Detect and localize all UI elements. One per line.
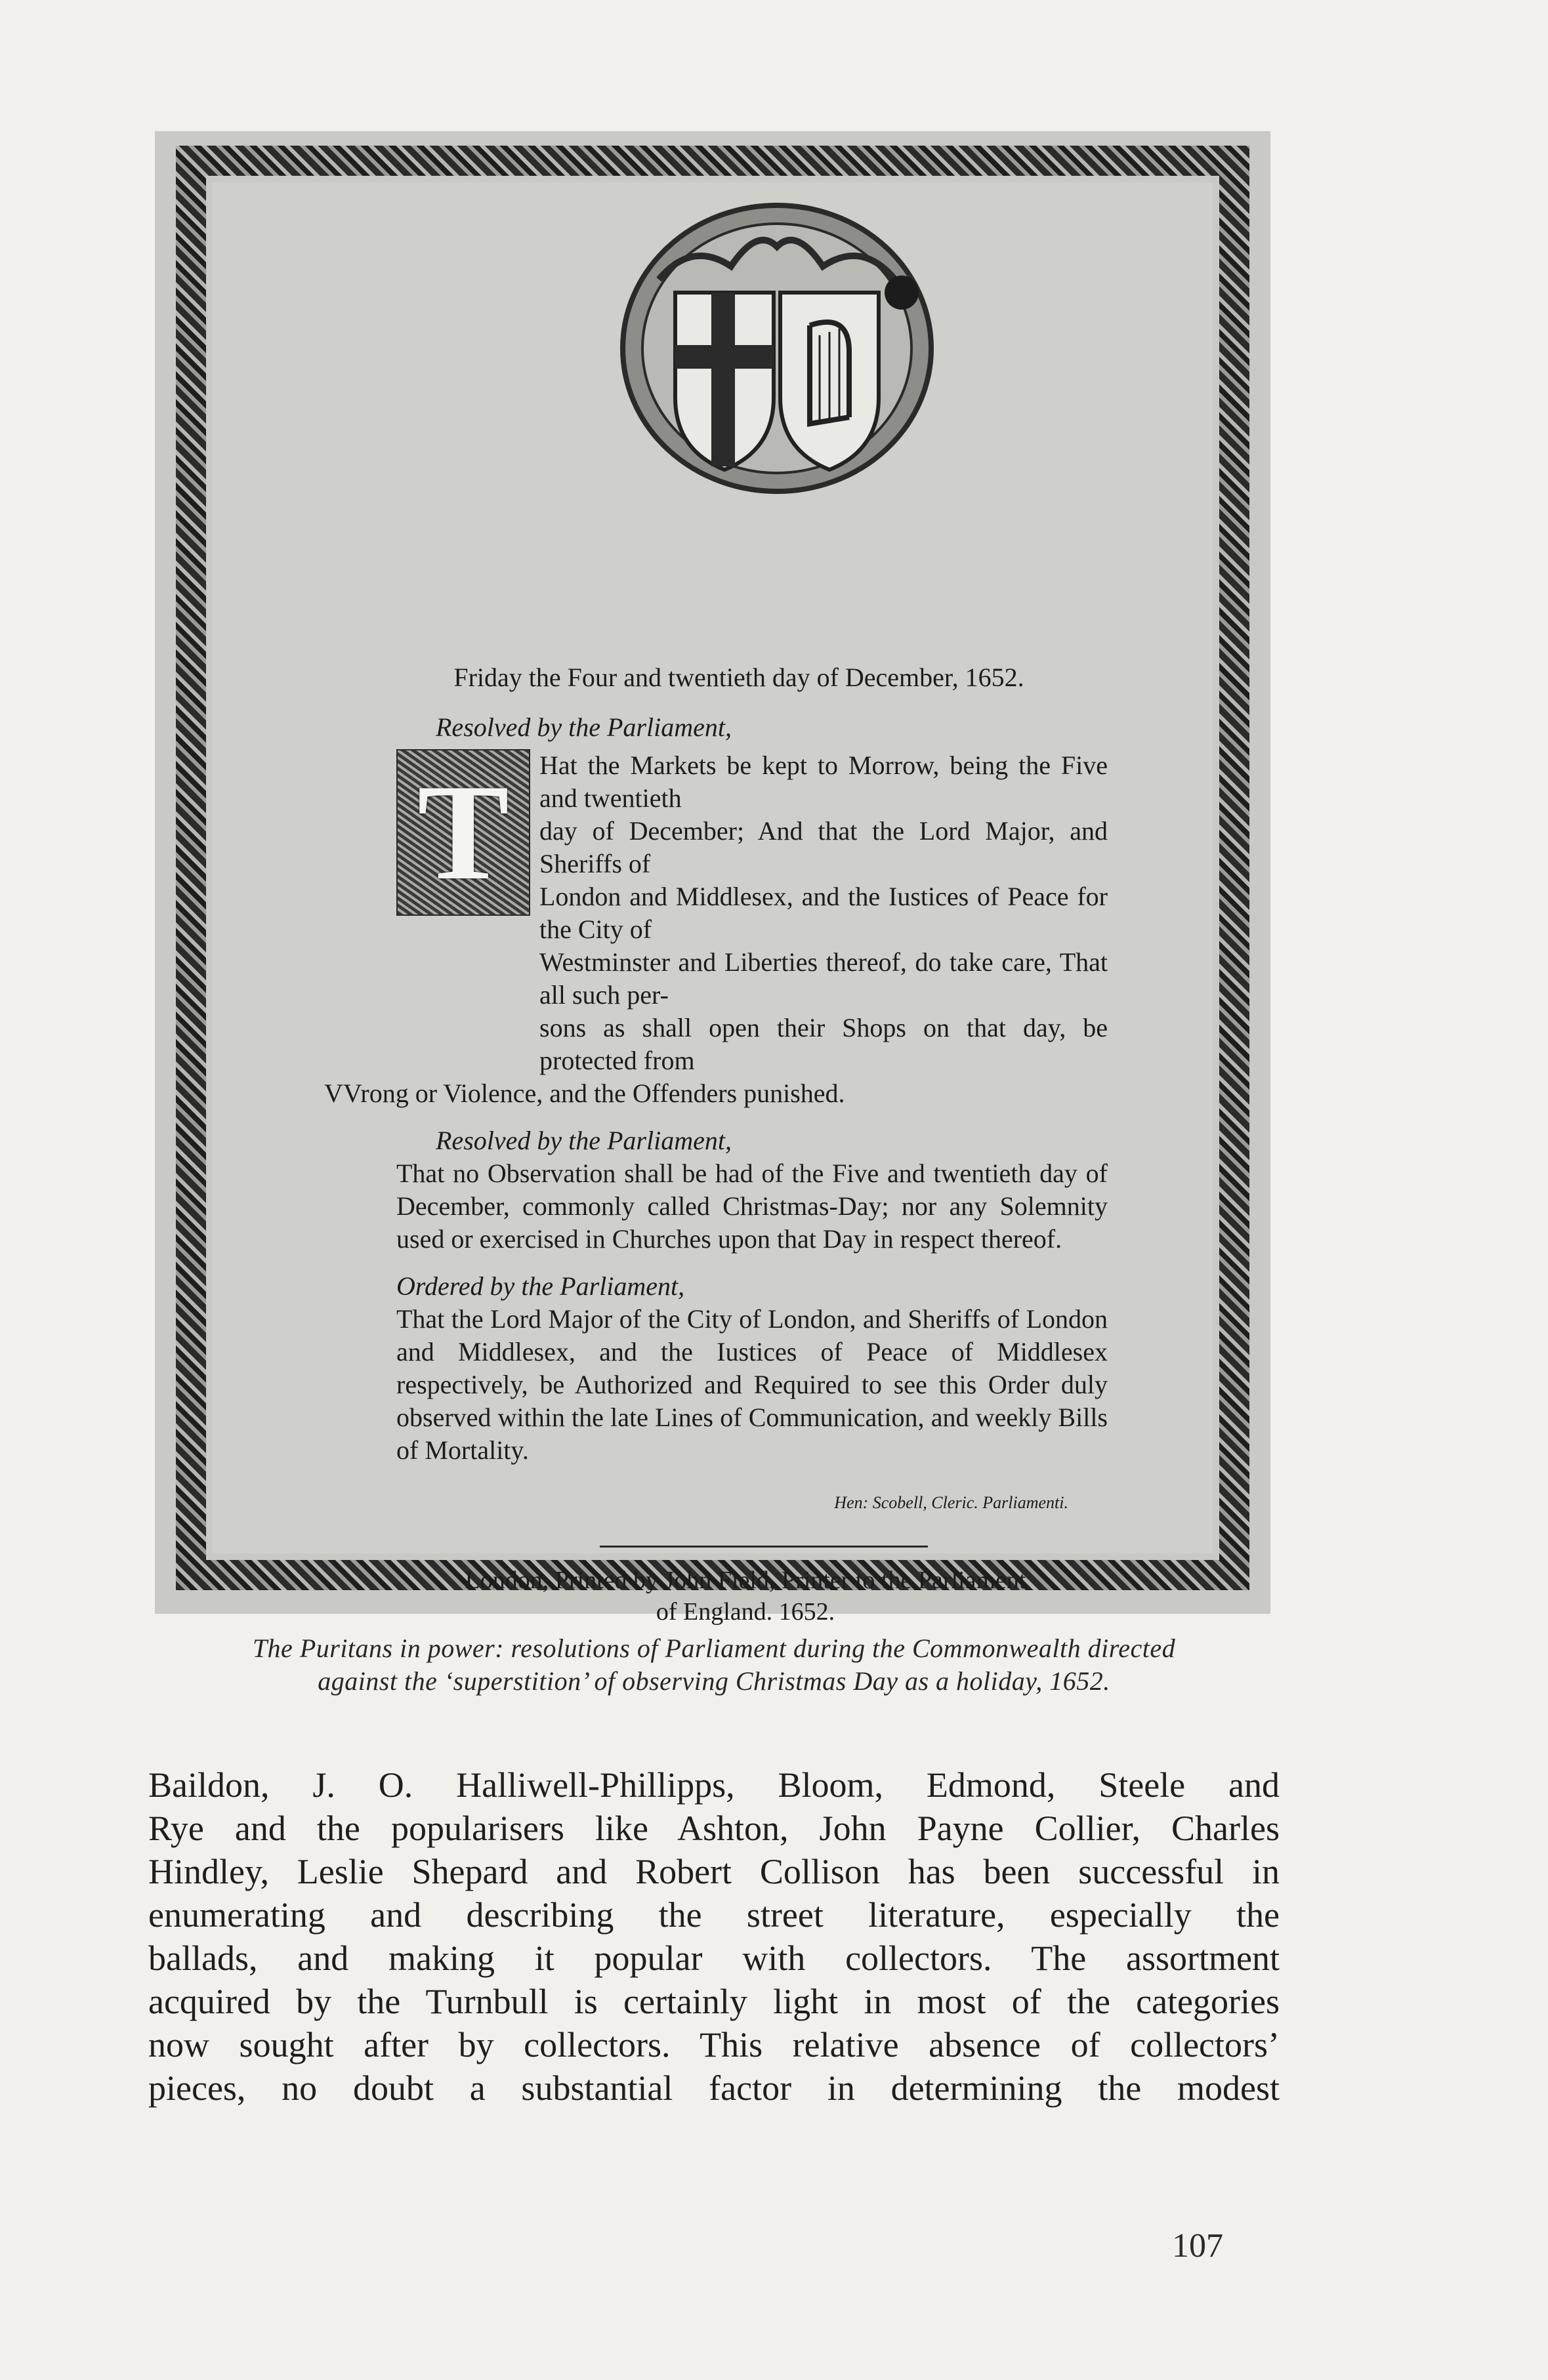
resolved-heading-2: Resolved by the Parliament, xyxy=(436,1126,732,1155)
first-resolution xyxy=(396,749,1108,1077)
signature: Hen: Scobell, Cleric. Parliamenti. xyxy=(834,1493,1068,1512)
resolution-1-tail: VVrong or Violence, and the Offenders punished. xyxy=(324,1078,845,1108)
body-paragraph xyxy=(148,1763,1280,2110)
imprint xyxy=(396,1565,1095,1628)
resolution-1-line: London and Middlesex, and the Iustices of Peace for the City of xyxy=(539,882,1108,944)
commonwealth-arms-emblem xyxy=(613,201,941,509)
decree-text xyxy=(324,661,1108,1628)
drop-cap-letter: T xyxy=(417,756,510,909)
body-line: pieces, no doubt a substantial factor in determining the modest xyxy=(148,2068,1280,2108)
caption-line: against the ‘superstition’ of observing Christmas Day as a holiday, 1652. xyxy=(318,1666,1110,1696)
broadside-plate xyxy=(155,131,1270,1626)
caption-line: The Puritans in power: resolutions of Parliament during the Commonwealth directed xyxy=(252,1633,1176,1663)
date-line: Friday the Four and twentieth day of December, 1652. xyxy=(453,663,1024,692)
divider-rule xyxy=(600,1546,928,1548)
resolution-1-line: Westminster and Liberties thereof, do take care, That all such per- xyxy=(539,947,1108,1010)
resolution-1-line: day of December; And that the Lord Major, and Sheriffs of xyxy=(539,816,1108,878)
resolved-heading-1: Resolved by the Parliament, xyxy=(436,712,732,742)
resolution-2-text: That no Observation shall be had of the Five and twentieth day of December, commonly called Christmas-Day; nor any Solemnity used or exercised in Churches upon that Day in respect thereof. xyxy=(396,1159,1108,1254)
body-line: acquired by the Turnbull is certainly light in most of the categories xyxy=(148,1982,1280,2021)
resolution-1-line: Hat the Markets be kept to Morrow, being the Five and twentieth xyxy=(539,750,1108,813)
broadside-sheet xyxy=(213,182,1213,1626)
figure-caption xyxy=(150,1632,1278,1698)
body-line: Rye and the popularisers like Ashton, John Payne Collier, Charles xyxy=(148,1809,1280,1848)
resolution-1-line: sons as shall open their Shops on that day, be protected from xyxy=(539,1013,1108,1075)
body-line: Baildon, J. O. Halliwell-Phillipps, Bloom, Edmond, Steele and xyxy=(148,1765,1280,1805)
order-text: That the Lord Major of the City of London, and Sheriffs of London and Middlesex, and the Iustices of Peace of Middlesex respectively, be Authorized and Required to see this Order duly observed within the late Lines of Communication, and weekly Bills of Mortality. xyxy=(396,1304,1108,1465)
imprint-line-1: London, Printed by John Field, Printer to the Parliament xyxy=(465,1567,1026,1594)
resolution-1-text xyxy=(539,749,1108,1077)
ordered-heading: Ordered by the Parliament, xyxy=(396,1271,685,1301)
body-line: now sought after by collectors. This relative absence of collectors’ xyxy=(148,2025,1280,2064)
page-number: 107 xyxy=(1172,2227,1223,2265)
body-line: Hindley, Leslie Shepard and Robert Collison has been successful in xyxy=(148,1852,1280,1891)
imprint-line-2: of England. 1652. xyxy=(656,1598,835,1626)
drop-cap xyxy=(396,749,530,916)
body-line: enumerating and describing the street literature, especially the xyxy=(148,1895,1280,1935)
body-line: ballads, and making it popular with collectors. The assortment xyxy=(148,1939,1280,1978)
